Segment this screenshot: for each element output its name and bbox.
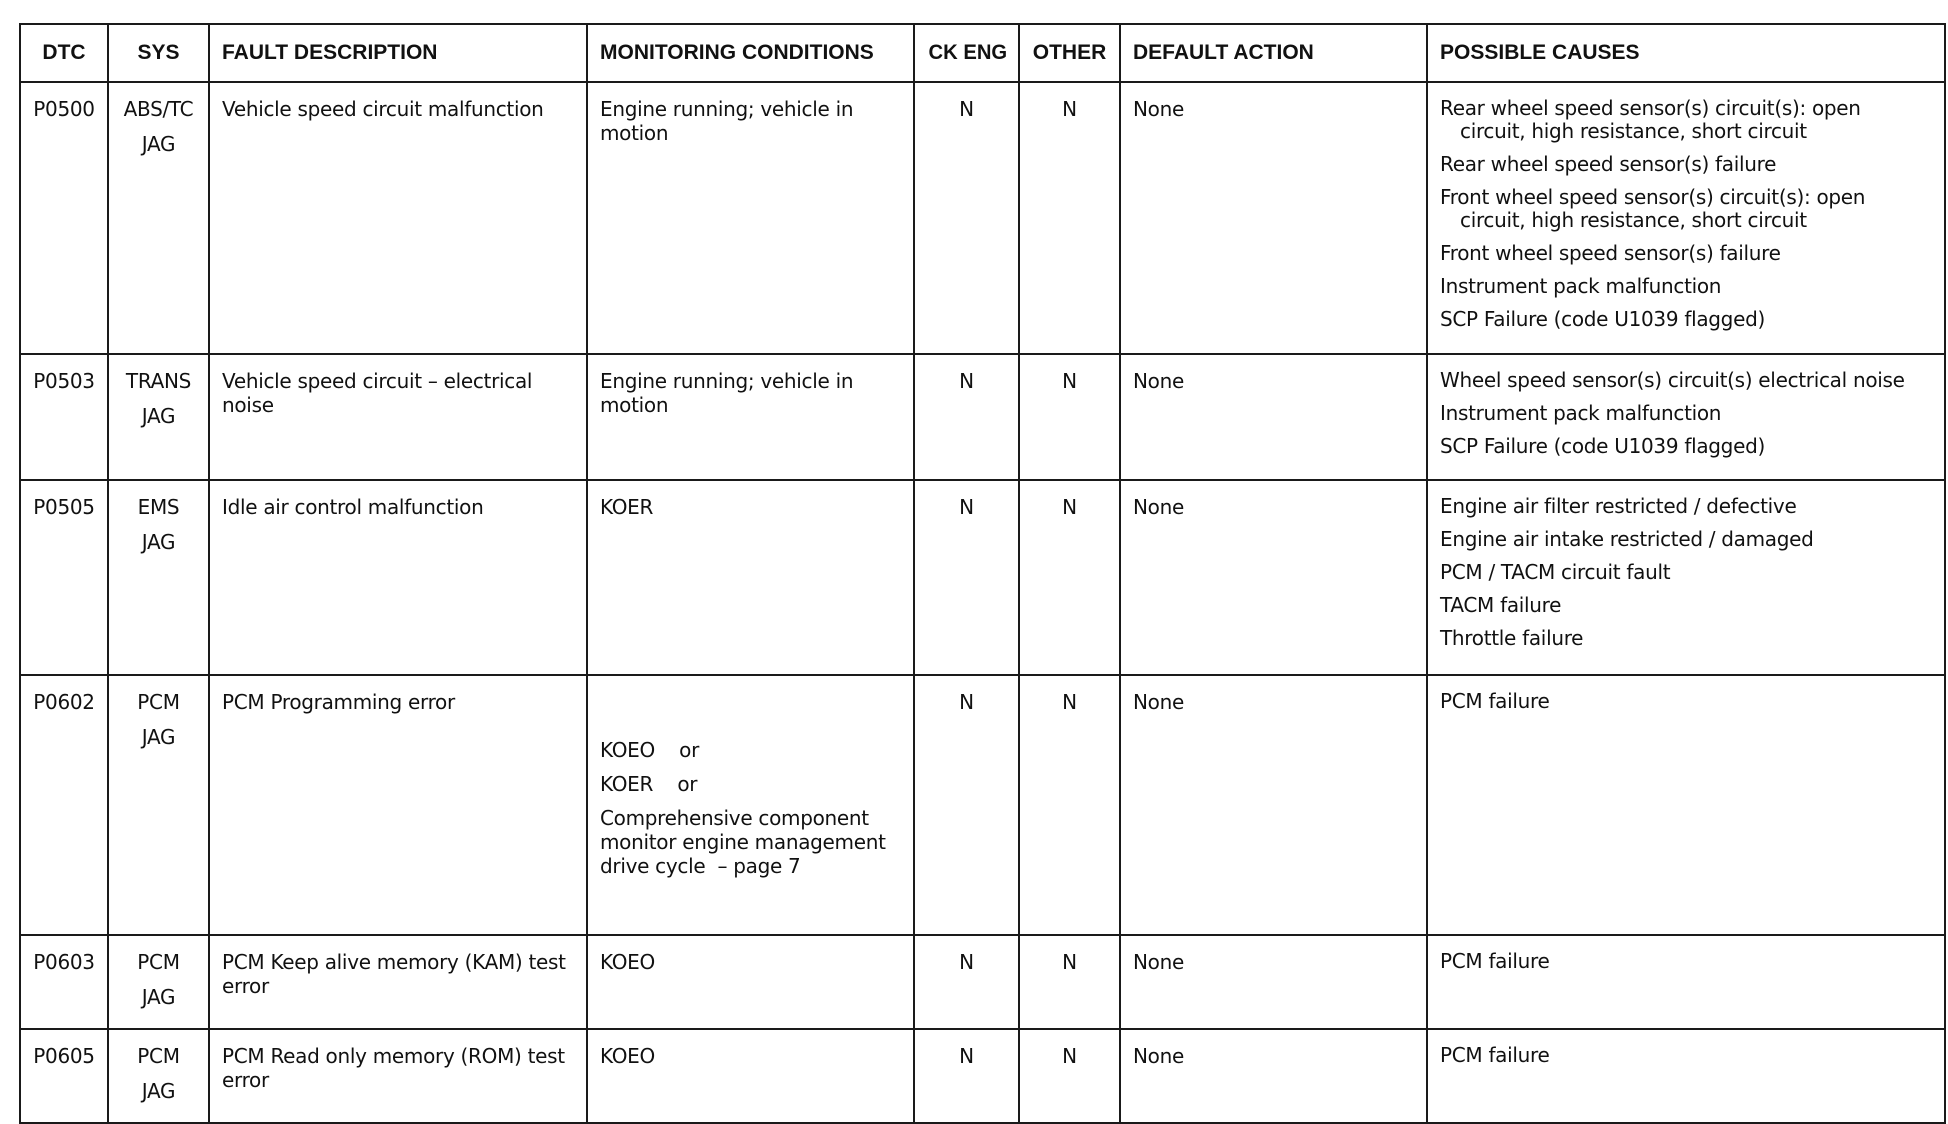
cell-monitoring-conditions: [587, 935, 914, 1029]
cell-ck-eng: N: [914, 82, 1019, 354]
cell-possible-causes: [1427, 82, 1945, 354]
header-ck-eng: CK ENG: [914, 24, 1019, 82]
header-other: OTHER: [1019, 24, 1120, 82]
table-row: [20, 82, 1945, 354]
cell-fault-description: Vehicle speed circuit – electrical noise: [209, 354, 587, 480]
cell-default-action: None: [1120, 480, 1427, 675]
monitoring-line: Engine running; vehicle in motion: [600, 97, 854, 145]
cell-sys: [108, 82, 209, 354]
cell-sys: [108, 675, 209, 935]
cell-ck-eng: N: [914, 480, 1019, 675]
cell-ck-eng: N: [914, 935, 1019, 1029]
cell-dtc: P0505: [20, 480, 108, 675]
cell-other: N: [1019, 82, 1120, 354]
header-sys: SYS: [108, 24, 209, 82]
cell-possible-causes: [1427, 480, 1945, 675]
cause-item: PCM failure: [1440, 1043, 1550, 1067]
table-row: [20, 935, 1945, 1029]
cell-other: N: [1019, 675, 1120, 935]
cause-item: PCM failure: [1440, 949, 1550, 973]
cause-item: TACM failure: [1440, 593, 1562, 617]
cause-item: Front wheel speed sensor(s) failure: [1440, 241, 1781, 265]
cell-dtc: P0602: [20, 675, 108, 935]
sys-line: JAG: [141, 725, 176, 749]
sys-line: PCM: [137, 950, 180, 974]
dtc-document-sheet: [19, 23, 1944, 1124]
monitoring-line: Engine running; vehicle in motion: [600, 369, 854, 417]
cell-fault-description: PCM Keep alive memory (KAM) test error: [209, 935, 587, 1029]
cause-item: SCP Failure (code U1039 flagged): [1440, 307, 1765, 331]
cause-item: SCP Failure (code U1039 flagged): [1440, 434, 1765, 458]
cause-item: PCM failure: [1440, 689, 1550, 713]
sys-line: JAG: [141, 1079, 176, 1103]
cell-other: N: [1019, 1029, 1120, 1123]
sys-line: JAG: [141, 404, 176, 428]
cell-other: N: [1019, 354, 1120, 480]
cause-item: Wheel speed sensor(s) circuit(s) electrical noise: [1440, 368, 1905, 392]
monitoring-line: KOEO: [600, 950, 655, 974]
cell-default-action: None: [1120, 354, 1427, 480]
sys-line: JAG: [141, 132, 176, 156]
cell-sys: [108, 1029, 209, 1123]
cell-possible-causes: [1427, 354, 1945, 480]
cell-fault-description: PCM Programming error: [209, 675, 587, 935]
header-monitoring-conditions: MONITORING CONDITIONS: [587, 24, 914, 82]
cell-ck-eng: N: [914, 675, 1019, 935]
cell-possible-causes: [1427, 935, 1945, 1029]
sys-line: PCM: [137, 690, 180, 714]
cell-monitoring-conditions: [587, 1029, 914, 1123]
cause-item: Instrument pack malfunction: [1440, 401, 1722, 425]
cell-ck-eng: N: [914, 1029, 1019, 1123]
cell-other: N: [1019, 935, 1120, 1029]
cause-item: Engine air filter restricted / defective: [1440, 494, 1797, 518]
header-fault-description: FAULT DESCRIPTION: [209, 24, 587, 82]
monitoring-line: KOER or: [600, 772, 698, 796]
sys-line: EMS: [137, 495, 180, 519]
cell-possible-causes: [1427, 675, 1945, 935]
cell-fault-description: PCM Read only memory (ROM) test error: [209, 1029, 587, 1123]
cell-dtc: P0503: [20, 354, 108, 480]
cell-dtc: P0605: [20, 1029, 108, 1123]
cause-item: Rear wheel speed sensor(s) failure: [1440, 152, 1777, 176]
cell-default-action: None: [1120, 82, 1427, 354]
monitoring-line: Comprehensive component monitor engine management drive cycle – page 7: [600, 806, 892, 878]
monitoring-line: KOER: [600, 495, 654, 519]
sys-line: ABS/TC: [123, 97, 194, 121]
cell-sys: [108, 935, 209, 1029]
table-row: [20, 354, 1945, 480]
monitoring-line: KOEO or: [600, 738, 700, 762]
cell-monitoring-conditions: [587, 675, 914, 935]
monitoring-line: KOEO: [600, 1044, 655, 1068]
cause-item: Engine air intake restricted / damaged: [1440, 527, 1814, 551]
cause-item: Rear wheel speed sensor(s) circuit(s): open circuit, high resistance, short circuit: [1440, 96, 1861, 143]
sys-line: JAG: [141, 530, 176, 554]
cause-item: Throttle failure: [1440, 626, 1584, 650]
cell-ck-eng: N: [914, 354, 1019, 480]
cell-fault-description: Vehicle speed circuit malfunction: [209, 82, 587, 354]
sys-line: PCM: [137, 1044, 180, 1068]
header-possible-causes: POSSIBLE CAUSES: [1427, 24, 1945, 82]
header-row: [20, 24, 1945, 82]
cell-dtc: P0500: [20, 82, 108, 354]
cause-item: PCM / TACM circuit fault: [1440, 560, 1671, 584]
cell-default-action: None: [1120, 935, 1427, 1029]
dtc-table: [19, 23, 1946, 1124]
cell-monitoring-conditions: [587, 480, 914, 675]
cause-item: Instrument pack malfunction: [1440, 274, 1722, 298]
table-row: [20, 480, 1945, 675]
cell-other: N: [1019, 480, 1120, 675]
cell-sys: [108, 354, 209, 480]
cell-default-action: None: [1120, 675, 1427, 935]
cell-sys: [108, 480, 209, 675]
cell-fault-description: Idle air control malfunction: [209, 480, 587, 675]
table-row: [20, 675, 1945, 935]
sys-line: TRANS: [125, 369, 192, 393]
header-dtc: DTC: [20, 24, 108, 82]
cause-item: Front wheel speed sensor(s) circuit(s): open circuit, high resistance, short circuit: [1440, 185, 1866, 232]
cell-monitoring-conditions: [587, 354, 914, 480]
cell-dtc: P0603: [20, 935, 108, 1029]
cell-monitoring-conditions: [587, 82, 914, 354]
sys-line: JAG: [141, 985, 176, 1009]
cell-default-action: None: [1120, 1029, 1427, 1123]
cell-possible-causes: [1427, 1029, 1945, 1123]
table-row: [20, 1029, 1945, 1123]
header-default-action: DEFAULT ACTION: [1120, 24, 1427, 82]
